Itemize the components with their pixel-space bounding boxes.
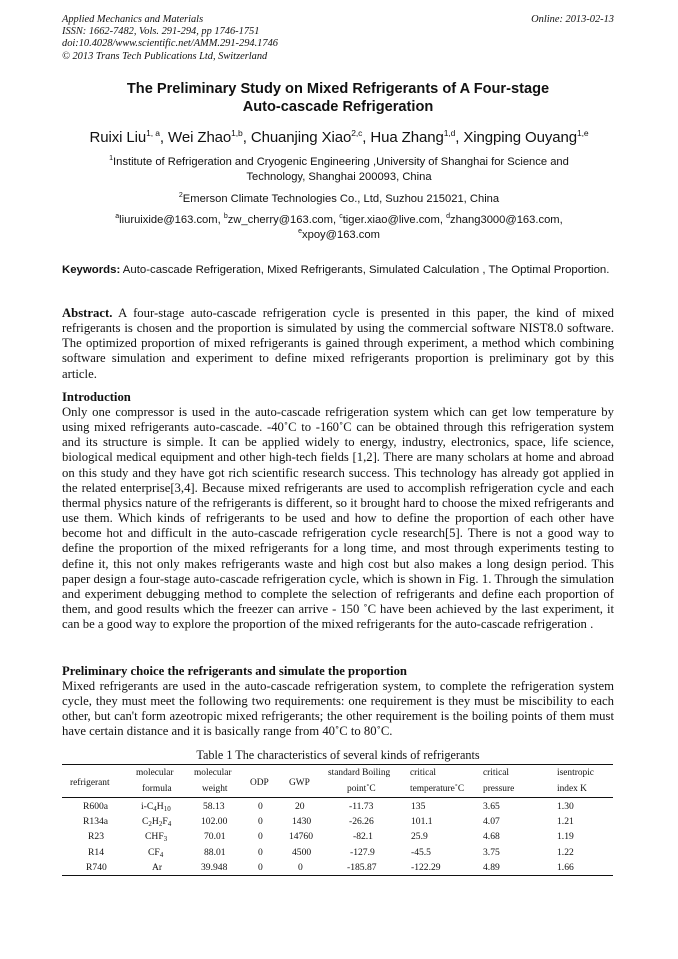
header-line: temperature˚C [410, 783, 465, 794]
header-line: molecular [136, 768, 174, 778]
issn-line: ISSN: 1662-7482, Vols. 291-294, pp 1746-1751 [62, 26, 260, 38]
abstract-text: A four-stage auto-cascade refrigeration cycle is presented in this paper, the kind of mixed refrigerants is chosen and the proportion is simulated by using the commercial software NIST8.0 software. The optimized proportion of mixed refrigerants is gained through experiment, a method which combining software simulation and experiment to define mixed refrigerants proportion is preliminary got by this article. [62, 306, 614, 381]
journal-name: Applied Mechanics and Materials [62, 14, 204, 25]
cell-boiling: -82.1 [353, 831, 373, 842]
email-address[interactable]: tiger.xiao@live.com, [342, 214, 447, 226]
cell-gwp: 4500 [292, 847, 312, 858]
cell-refrigerant: R600a [83, 801, 109, 812]
formula-sub: 4 [153, 805, 157, 813]
author-affiliation-mark: 2,c [351, 128, 363, 138]
table-header-critical-pressure [483, 766, 514, 797]
cell-odp: 0 [258, 862, 263, 873]
cell-odp: 0 [258, 816, 263, 827]
cell-odp: 0 [258, 801, 263, 812]
email-mark: a [115, 213, 120, 220]
cell-critical-pressure: 4.68 [483, 831, 500, 842]
cell-refrigerant: R134a [83, 816, 109, 827]
email-address[interactable]: liuruixide@163.com, [119, 214, 224, 226]
cell-isentropic: 1.21 [557, 816, 574, 827]
introduction-heading: Introduction [62, 390, 131, 404]
abstract-paragraph [62, 306, 614, 382]
cell-weight: 88.01 [204, 847, 226, 858]
author-name: Wei Zhao [168, 129, 232, 146]
header-line: formula [142, 783, 172, 794]
cell-critical-pressure: 3.75 [483, 847, 500, 858]
author-name: Xingping Ouyang [463, 129, 577, 146]
title-line-1: The Preliminary Study on Mixed Refrigerants of A Four-stage [126, 81, 550, 97]
cell-critical-temperature: 25.9 [411, 831, 428, 842]
formula-part: i-C [141, 801, 154, 812]
author-name: Ruixi Liu [89, 129, 147, 146]
author-separator: , [159, 129, 169, 146]
doi-line: doi:10.4028/www.scientific.net/AMM.291-294.1746 [62, 38, 278, 50]
journal-header [62, 14, 278, 63]
cell-weight: 39.948 [201, 862, 228, 873]
keywords-label: Keywords: [62, 264, 121, 276]
cell-critical-temperature: -45.5 [411, 847, 431, 858]
cell-formula [152, 860, 162, 876]
email-mark: b [223, 213, 228, 220]
cell-isentropic: 1.22 [557, 847, 574, 858]
affiliation-1-line-2: Technology, Shanghai 200093, China [246, 171, 432, 184]
author-name: Chuanjing Xiao [250, 129, 352, 146]
cell-critical-pressure: 3.65 [483, 801, 500, 812]
copyright-line: © 2013 Trans Tech Publications Ltd, Switzerland [62, 50, 268, 62]
author-list [40, 129, 638, 146]
keywords-text: Auto-cascade Refrigeration, Mixed Refrigerants, Simulated Calculation , The Optimal Proportion. [120, 264, 610, 276]
author-separator: , [362, 129, 371, 146]
cell-gwp: 0 [298, 862, 303, 873]
author-name: Hua Zhang [370, 129, 444, 146]
cell-boiling: -127.9 [350, 847, 375, 858]
cell-gwp: 20 [295, 801, 305, 812]
affiliation-mark: 2 [178, 192, 183, 199]
formula-sub: 3 [163, 835, 168, 843]
cell-isentropic: 1.66 [557, 862, 574, 873]
header-line: critical [410, 768, 437, 778]
cell-critical-temperature: 101.1 [411, 816, 433, 827]
affiliation-2 [66, 192, 612, 207]
author-affiliation-mark: 1,b [231, 128, 243, 138]
affiliation-1-line-1: Institute of Refrigeration and Cryogenic Engineering ,University of Shanghai for Science and [113, 156, 569, 168]
table-header-formula [136, 766, 173, 797]
cell-refrigerant: R14 [88, 847, 104, 858]
email-mark: c [339, 213, 343, 220]
cell-formula [145, 829, 167, 845]
online-date: Online: 2013-02-13 [531, 14, 614, 25]
cell-gwp: 14760 [289, 831, 313, 842]
email-mark: e [298, 228, 302, 236]
email-address[interactable]: zhang3000@163.com, [449, 214, 563, 226]
preliminary-heading: Preliminary choice the refrigerants and simulate the proportion [62, 664, 407, 678]
cell-isentropic: 1.19 [557, 831, 574, 842]
cell-critical-temperature: -122.29 [411, 862, 441, 873]
header-line: molecular [194, 768, 232, 778]
abstract-label: Abstract. [62, 306, 113, 320]
formula-sub: 10 [163, 805, 171, 813]
author-affiliation-mark: 1, a [146, 128, 160, 138]
formula-part: C [142, 816, 149, 827]
table-header-rule [62, 797, 613, 798]
table-header-odp: ODP [250, 778, 269, 788]
table-bottom-rule [62, 875, 613, 876]
author-affiliation-mark: 1,e [576, 128, 589, 138]
header-line: index K [557, 783, 587, 794]
header-line: standard Boiling [328, 768, 391, 778]
cell-odp: 0 [258, 847, 263, 858]
formula-sub: 2 [158, 820, 163, 828]
author-affiliation-mark: 1,d [443, 128, 456, 138]
formula-part: H [156, 801, 164, 812]
header-line: point˚C [347, 783, 376, 794]
cell-weight: 70.01 [204, 831, 226, 842]
affiliation-mark: 1 [109, 155, 114, 162]
table-header-gwp: GWP [289, 778, 310, 788]
cell-refrigerant: R23 [88, 831, 104, 842]
author-separator: , [242, 129, 251, 146]
author-emails [66, 213, 612, 243]
cell-isentropic: 1.30 [557, 801, 574, 812]
affiliation-2-text: Emerson Climate Technologies Co., Ltd, Suzhou 215021, China [182, 193, 500, 205]
formula-part: H [151, 816, 159, 827]
cell-boiling: -11.73 [349, 801, 374, 812]
cell-boiling: -185.87 [347, 862, 377, 873]
table-header-weight [194, 766, 231, 797]
formula-sub: 4 [167, 820, 172, 828]
table-header-critical-temperature [410, 766, 464, 797]
header-line: isentropic [557, 768, 594, 778]
email-address[interactable]: zw_cherry@163.com, [227, 214, 340, 226]
cell-weight: 58.13 [203, 801, 225, 812]
cell-boiling: -26.26 [349, 816, 374, 827]
table-header-refrigerant: refrigerant [70, 778, 110, 788]
cell-weight: 102.00 [201, 816, 228, 827]
formula-part: F [162, 816, 168, 827]
formula-part: Ar [152, 862, 163, 873]
author-separator: , [455, 129, 464, 146]
introduction-paragraph: Only one compressor is used in the auto-cascade refrigeration system which can get low temperature by using mixed refrigerants auto-cascade. -40˚C to -160˚C can be obtained through this refrigeration system and its structure is simple. It can be applied widely to energy, industry, electronics, space, life science, biological medical equipment and other high-tech fields [1,2]. There are many scholars at home and abroad on this study and they have got rich scientific research success. This technology has already got applied in the related enterprise[3,4]. Because mixed refrigerants are used to accomplish refrigeration cycle and each thermal physics nature of the refrigerants is different, so it brought hard to choose the mixed refrigerants and use them. Which kinds of refrigerants to be used and how to define the proportion of each other have become hot and difficult in the auto-cascade refrigeration cycle research[5]. There is not a good way to define the proportion of the mixed refrigerants for a long time, and most through experiments testing to define it, this not only makes refrigerants waste and high cost but also makes a long design period. This paper design a four-stage auto-cascade refrigeration cycle, which is shown in Fig. 1. Through the simulation and experiment debugging method to complete the selection of refrigerants and define each proportion of them, and good results which the freezer can arrive - 150 ˚C have been achieved by the last experiment, it can be a good way to explore the proportion of the mixed refrigerants for the auto-cascade refrigeration . [62, 405, 614, 632]
header-line: critical [483, 768, 510, 778]
email-mark: d [446, 213, 450, 220]
cell-critical-pressure: 4.07 [483, 816, 500, 827]
table-caption: Table 1 The characteristics of several kinds of refrigerants [196, 748, 480, 762]
header-line: weight [202, 783, 228, 794]
cell-critical-temperature: 135 [411, 801, 426, 812]
table-header-boiling [328, 766, 390, 797]
cell-formula [141, 799, 171, 815]
formula-sub: 4 [159, 851, 164, 859]
table-top-rule [62, 764, 613, 765]
title-line-2: Auto-cascade Refrigeration [242, 99, 434, 115]
cell-refrigerant: R740 [86, 862, 107, 873]
formula-part: CHF [145, 831, 164, 842]
cell-critical-pressure: 4.89 [483, 862, 500, 873]
table-header-isentropic [557, 766, 594, 797]
formula-part: CF [148, 847, 160, 858]
header-line: pressure [483, 783, 515, 794]
email-address[interactable]: xpoy@163.com [302, 229, 380, 242]
cell-gwp: 1430 [292, 816, 312, 827]
formula-sub: 2 [148, 820, 152, 828]
affiliation-1 [66, 155, 612, 185]
cell-formula [142, 814, 171, 830]
keywords-paragraph [62, 263, 614, 278]
cell-formula [148, 845, 163, 861]
paper-title [62, 80, 614, 116]
preliminary-paragraph: Mixed refrigerants are used in the auto-cascade refrigeration system, to complete the refrigeration system cycle, they must meet the following two requirements: one requirement is they must be miscibility to each other, but can't form azeotropic mixed refrigerants; the other requirement is the boiling points of them must have certain distance and it is basically range from 40˚C to 80˚C. [62, 679, 614, 739]
cell-odp: 0 [258, 831, 263, 842]
